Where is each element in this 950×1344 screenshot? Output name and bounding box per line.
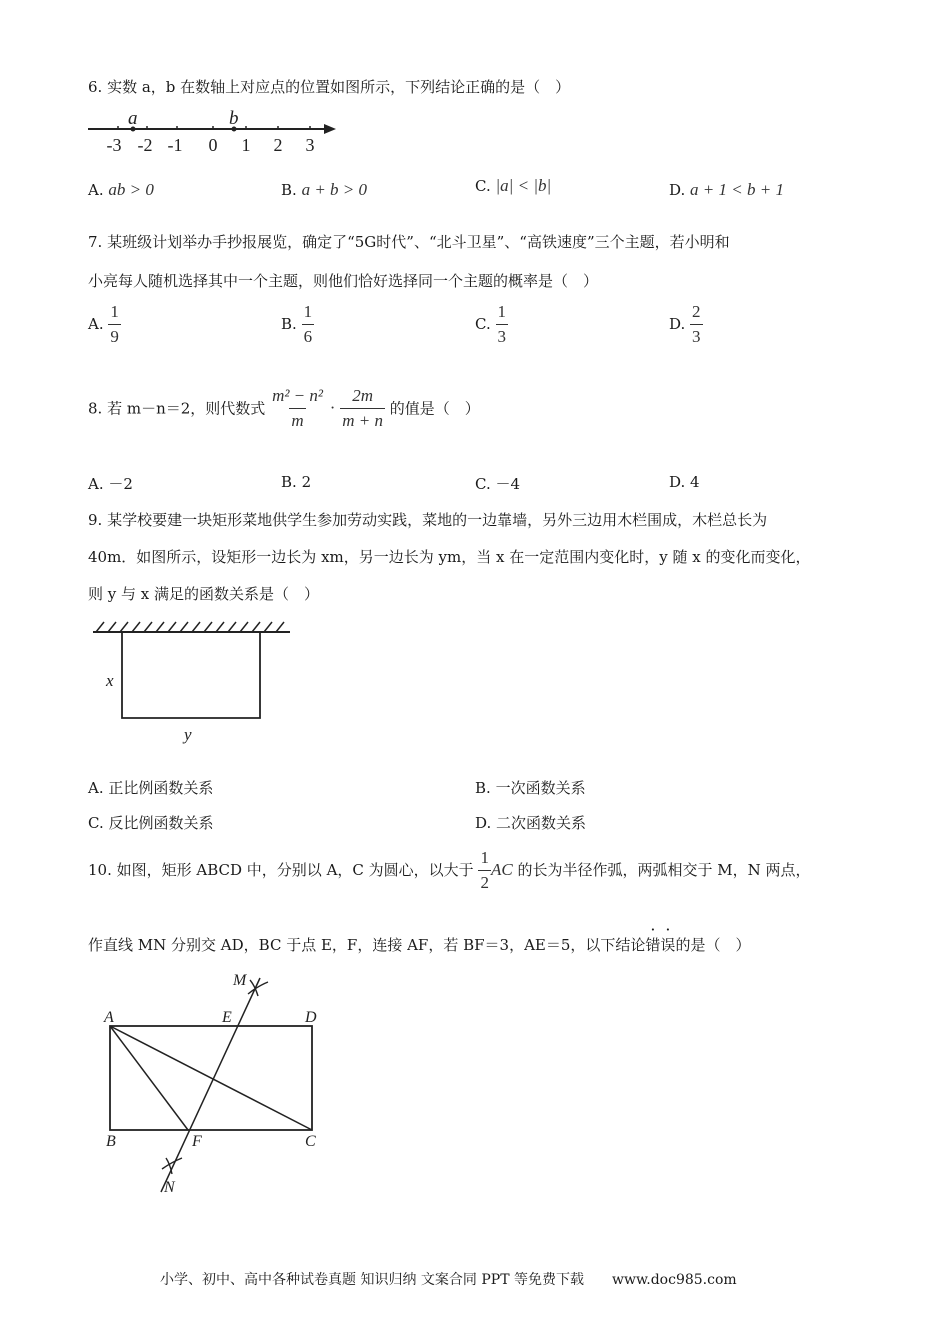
q9-rectangle-figure bbox=[88, 616, 298, 746]
q9-stem-line-3: 则 y 与 x 满足的函数关系是（ ） bbox=[88, 585, 320, 603]
q10-stem-line-1: 10. 如图，矩形 ABCD 中，分别以 A，C 为圆心，以大于 $\frac{1}{2}$ AC 的长为半径作弧，两弧相交于 M，N 两点， bbox=[88, 848, 811, 892]
q8-option-b[interactable]: B. 2 bbox=[281, 473, 312, 491]
q9-option-b[interactable]: B. 一次函数关系 bbox=[475, 779, 586, 797]
q8-fraction-1: $\frac{\text{m² − n²}}{m}$ bbox=[272, 386, 324, 430]
point-N: N bbox=[164, 1179, 175, 1196]
q9-option-c[interactable]: C. 反比例函数关系 bbox=[88, 814, 214, 832]
page-footer: 小学、初中、高中各种试卷真题 知识归纳 文案合同 PPT 等免费下载 www.doc985.com bbox=[160, 1272, 737, 1288]
tick-label: 1 bbox=[241, 135, 251, 155]
vertex-E: E bbox=[222, 1009, 232, 1026]
vertex-A: A bbox=[104, 1009, 114, 1026]
q7-stem-line-1: 7. 某班级计划举办手抄报展览，确定了“5G时代”、“北斗卫星”、“高铁速度”三个主题，若小明和 bbox=[88, 233, 730, 251]
fraction: $\frac{1}{9}$ bbox=[110, 302, 119, 346]
q10-geometry-figure bbox=[100, 964, 340, 1200]
tick-label: 3 bbox=[305, 135, 315, 155]
side-y-label: y bbox=[184, 725, 192, 744]
fraction: $\frac{2}{3}$ bbox=[692, 302, 701, 346]
fraction: $\frac{1}{6}$ bbox=[303, 302, 313, 346]
q8-fraction-2: $\frac{2m}{m + n}$ bbox=[342, 386, 383, 430]
q9-stem-line-2: 40m．如图所示，设矩形一边长为 xm，另一边长为 ym，当 x 在一定范围内变化时，y 随 x 的变化而变化， bbox=[88, 548, 811, 566]
q6-option-d[interactable]: D. a + 1 < b + 1 bbox=[669, 180, 784, 199]
vertex-D: D bbox=[305, 1009, 317, 1026]
q6-option-a[interactable]: A. ab > 0 bbox=[88, 180, 154, 199]
vertex-F: F bbox=[192, 1133, 202, 1150]
q8-stem: 8. 若 m－n＝2，则代数式 $\frac{\text{m² − n²}}{m}$ · $\frac{2m}{m + n}$ 的值是（ ） bbox=[88, 386, 480, 430]
tick-label: 0 bbox=[208, 135, 218, 155]
q6-option-c[interactable]: C. |a| < |b| bbox=[475, 176, 552, 195]
q7-option-c[interactable]: C. $\frac{1}{3}$ bbox=[475, 302, 506, 346]
q8-option-a[interactable]: A. －2 bbox=[88, 475, 133, 493]
q6-number-line bbox=[86, 104, 346, 156]
q9-option-a[interactable]: A. 正比例函数关系 bbox=[88, 779, 214, 797]
tick-label: -2 bbox=[137, 135, 153, 155]
emphasis-char: 错 bbox=[645, 936, 661, 954]
side-x-label: x bbox=[106, 671, 114, 690]
vertex-B: B bbox=[106, 1133, 116, 1150]
q10-stem-line-2: 作直线 MN 分别交 AD，BC 于点 E，F，连接 AF，若 BF＝3，AE＝5，以下结论错误的是（ ） bbox=[88, 936, 751, 954]
q7-stem-line-2: 小亮每人随机选择其中一个主题，则他们恰好选择同一个主题的概率是（ ） bbox=[88, 272, 599, 290]
fraction: $\frac{1}{3}$ bbox=[497, 302, 506, 346]
q8-option-c[interactable]: C. －4 bbox=[475, 475, 521, 493]
tick-label: -3 bbox=[106, 135, 122, 155]
point-a-label: a bbox=[128, 108, 138, 129]
point-b-label: b bbox=[229, 108, 239, 129]
q6-option-b[interactable]: B. a + b > 0 bbox=[281, 180, 368, 199]
q8-option-d[interactable]: D. 4 bbox=[669, 473, 700, 491]
point-M: M bbox=[233, 972, 247, 989]
q6-stem: 6. 实数 a，b 在数轴上对应点的位置如图所示，下列结论正确的是（ ） bbox=[88, 78, 571, 96]
q7-option-d[interactable]: D. $\frac{2}{3}$ bbox=[669, 302, 701, 346]
q9-option-d[interactable]: D. 二次函数关系 bbox=[475, 814, 587, 832]
tick-label: 2 bbox=[273, 135, 283, 155]
vertex-C: C bbox=[305, 1133, 316, 1150]
q7-option-b[interactable]: B. $\frac{1}{6}$ bbox=[281, 302, 313, 346]
q7-option-a[interactable]: A. $\frac{1}{9}$ bbox=[88, 302, 119, 346]
emphasis-char: 误 bbox=[660, 936, 676, 954]
q9-stem-line-1: 9. 某学校要建一块矩形菜地供学生参加劳动实践，菜地的一边靠墙，另外三边用木栏围成，木栏总长为 bbox=[88, 511, 768, 529]
tick-label: -1 bbox=[167, 135, 183, 155]
half-fraction: $\frac{1}{2}$ bbox=[480, 848, 489, 892]
